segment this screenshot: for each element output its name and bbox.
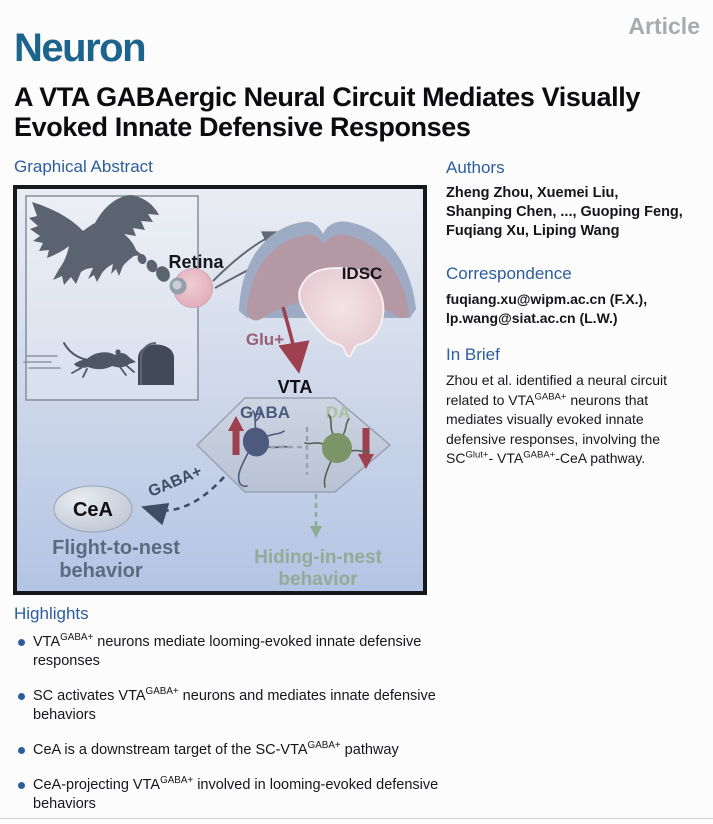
correspondence-section: [446, 264, 706, 328]
highlight-item: [14, 633, 446, 671]
correspondence-heading: Correspondence: [446, 264, 572, 283]
highlight-text: $VTA^{GABA+}$ neurons mediate looming-evoked innate defensive responses: [33, 632, 422, 669]
gaba-plus-label: GABA+: [145, 463, 205, 501]
in-brief-section: [446, 345, 706, 469]
bullet-icon: [18, 782, 25, 789]
nest-hole-icon: [138, 343, 174, 385]
bullet-icon: [18, 639, 25, 646]
journal-logo: Neuron: [14, 26, 145, 70]
authors-list: [446, 184, 706, 241]
highlights-section: [14, 604, 446, 824]
article-type-label: Article: [628, 13, 700, 39]
highlight-item: [14, 687, 446, 725]
correspondence-email-link[interactable]: lp.wang@siat.ac.cn (L.W.): [446, 310, 618, 326]
vta-label: VTA: [277, 377, 313, 397]
article-title: A VTA GABAergic Neural Circuit Mediates Visually Evoked Innate Defensive Responses: [14, 82, 640, 142]
da-label: DA: [325, 403, 351, 422]
highlight-text: CeA is a downstream target of the $SC-VTA^{GABA+}$ pathway: [33, 740, 399, 758]
highlight-item: [14, 741, 446, 760]
graphical-abstract-figure: [13, 185, 427, 595]
authors-line: Shanping Chen, ..., Guoping Feng,: [446, 204, 683, 220]
hiding-behavior-label-line1: Hiding-in-nest: [254, 547, 382, 568]
bullet-icon: [18, 693, 25, 700]
flight-behavior-label-line2: behavior: [59, 560, 143, 582]
authors-line: Zheng Zhou, Xuemei Liu,: [446, 185, 619, 201]
authors-heading: Authors: [446, 158, 505, 177]
da-neuron-soma: [322, 433, 352, 463]
correspondence-emails: [446, 290, 706, 328]
eye-pupil-icon: [173, 281, 182, 290]
highlight-item: [14, 776, 446, 814]
glu-label: Glu+: [245, 330, 285, 349]
highlight-text: SC activates $VTA^{GABA+}$ neurons and mediates innate defensive behaviors: [33, 686, 436, 723]
highlights-list: [14, 633, 446, 814]
correspondence-email-link[interactable]: fuqiang.xu@wipm.ac.cn (F.X.),: [446, 291, 648, 307]
highlights-heading: Highlights: [14, 604, 89, 623]
graphical-abstract-svg: [17, 189, 423, 591]
metadata-column: [446, 158, 706, 469]
cea-label: CeA: [72, 499, 114, 521]
authors-line: Fuqiang Xu, Liping Wang: [446, 223, 620, 239]
flight-behavior-label-line1: Flight-to-nest: [52, 537, 180, 559]
in-brief-text: Zhou et al. identified a neural circuit related to $VTA^{GABA+}$ neurons that mediates visually evoked innate defensive responses, involving the $SC^{Glut+}-$ $VTA^{GABA+}$-CeA pathway.: [446, 372, 668, 466]
highlight-text: CeA-projecting $VTA^{GABA+}$ involved in looming-evoked defensive behaviors: [33, 775, 439, 812]
bullet-icon: [18, 747, 25, 754]
page-bottom-divider: [0, 818, 713, 819]
hiding-behavior-label-line2: behavior: [278, 569, 358, 590]
gaba-label: GABA: [239, 403, 291, 422]
in-brief-heading: In Brief: [446, 345, 500, 364]
graphical-abstract-heading: Graphical Abstract: [14, 157, 153, 176]
retina-label: Retina: [168, 252, 224, 272]
idsc-label: IDSC: [341, 264, 383, 283]
